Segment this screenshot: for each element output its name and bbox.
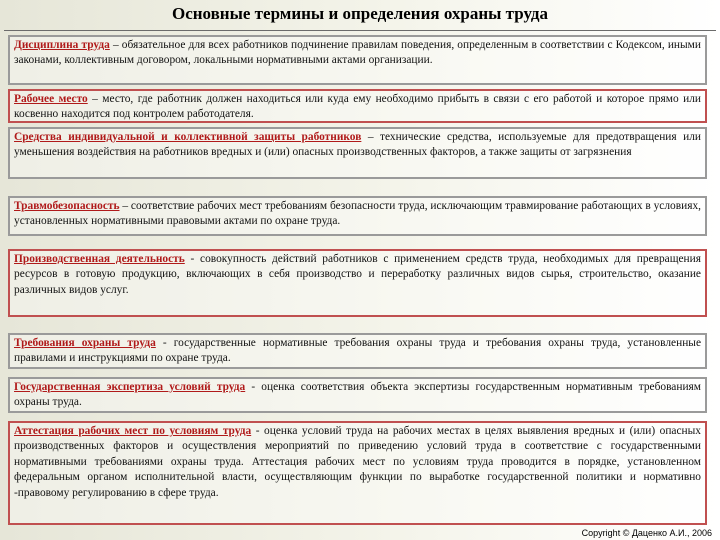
definition-box-production-activity [8,249,707,317]
copyright-notice: Copyright © Даценко А.И., 2006 [581,528,712,538]
definition-text: - оценка условий труда на рабочих местах в целях выявления вредных и (или) опасных производственных факторов и осуществления мероприятий по приведению условий труда в соответствие с государственными нормативными требованиями охраны труда. Аттестация рабочих мест по условиям труда проводится в порядке, установленном федеральным органом исполнительной власти, осуществляющим функции по выработке государственной политики и нормативно -правовому регулированию в сфере труда. [14,425,701,499]
definition-text: – обязательное для всех работников подчинение правилам поведения, определенным в соответствии с Кодексом, иными законами, коллективным договором, локальными нормативными актами организации. [14,39,701,67]
term-label: Средства индивидуальной и коллективной защиты работников [14,131,362,143]
term-label: Государственная экспертиза условий труда [14,381,246,393]
definition-text: – технические средства, используемые для предотвращения или уменьшения воздействия на работников вредных и (или) опасных производственных факторов, а также защиты от загрязнения [14,131,701,159]
definition-box-labor-discipline [8,35,707,85]
term-label: Дисциплина труда [14,39,110,51]
term-label: Аттестация рабочих мест по условиям труда [14,425,252,437]
definition-text: - государственные нормативные требования охраны труда и требования охраны труда, установленные правилами и инструкциями по охране труда. [14,337,701,365]
term-label: Рабочее место [14,93,88,105]
term-label: Требования охраны труда [14,337,156,349]
term-label: Производственная деятельность [14,253,185,265]
page-title: Основные термины и определения охраны труда [171,4,549,23]
definition-box-protective-equipment [8,127,707,179]
definition-box-state-expertise [8,377,707,413]
definition-text: - оценка соответствия объекта экспертизы государственным нормативным требованиям охраны труда. [14,381,701,409]
definition-text: – место, где работник должен находиться или куда ему необходимо прибыть в связи с его работой и которое прямо или косвенно находится под контролем работодателя. [14,93,702,121]
definition-box-workplace [8,89,707,123]
definition-box-safety-requirements [8,333,707,369]
definition-box-workplace-certification [8,421,707,525]
definition-box-injury-safety [8,196,707,236]
definition-text: - совокупность действий работников с применением средств труда, необходимых для превращения ресурсов в готовую продукцию, включающих в себя производство и переработку различных видов сырья, строительство, оказание различных видов услуг. [14,253,701,296]
definition-text: – соответствие рабочих мест требованиям безопасности труда, исключающим травмирование работающих в условиях, установленных нормативными правовыми актами по охране труда. [14,200,701,228]
term-label: Травмобезопасность [14,200,120,212]
title-divider [4,30,716,31]
